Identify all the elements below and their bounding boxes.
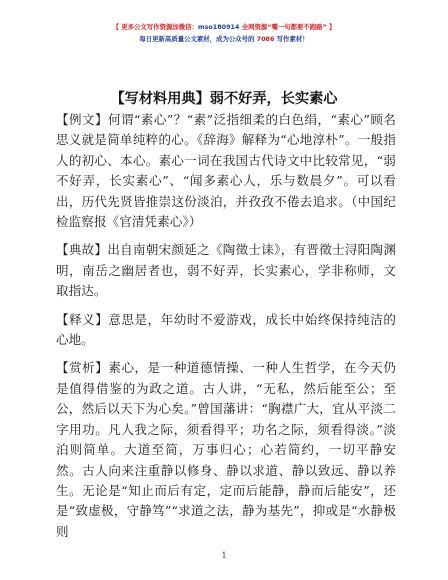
section-text: 出自南朝宋颜延之《陶徵士诔》，有晋徵士浔阳陶渊明，南岳之幽居者也，弱不好弄，长实素心，学非称师，文取指达。 [56, 242, 396, 299]
document-body [56, 110, 396, 550]
page-number: 1 [221, 551, 227, 560]
promo-text-blue: 写作素材！ [274, 35, 309, 43]
promo-text-red: 全网资源“嘴一句都要不跑路” 】 [239, 23, 336, 31]
section-tag: 【例文】 [56, 112, 108, 127]
section-tag: 【赏析】 [56, 360, 109, 376]
section-appreciation [56, 358, 396, 542]
section-text: 何谓“素心”？“素”泛指细柔的白色绢，“素心”顾名思义就是简单纯粹的心。《辞海》解释为“心地淳朴”。一般指人的初心、本心。素心一词在我国古代诗文中比较常见，“弱不好弄，长实素心”、“闻多素心人，乐与数晨夕”。可以看出，历代先贤皆推崇这份淡泊，并孜孜不倦去追求。（中国纪检监察报《官清凭素心》） [56, 112, 396, 230]
promo-number: 7086 [256, 35, 275, 43]
section-example [56, 110, 396, 232]
section-text: 素心，是一种道德情操、一种人生哲学，在今天仍是值得借鉴的为政之道。古人讲，“无私，然后能至公；至公，然后以天下为心矣。”曾国藩讲：“胸襟广大，宜从平淡二字用功。凡人我之际，须看得平；功名之际，须看得淡。”淡泊则简单。大道至简，万事归心；心若简约，一切平静安然。古人向来注重静以修身、静以求道、静以致远、静以养生。无论是“知止而后有定，定而后能静，静而后能安”，还是“致虚极，守静笃”“求道之法，静为基先”，抑或是“水静极则 [56, 360, 396, 539]
document-title: 【写材料用典】弱不好弄，长实素心 [110, 91, 338, 107]
section-text: 意思是，年幼时不爱游戏，成长中始终保持纯洁的心地。 [56, 311, 396, 348]
section-tag: 【释义】 [56, 311, 109, 327]
promo-banner-line1 [0, 22, 448, 31]
promo-text-red: 【 更多公文写作资源加微信： [112, 23, 198, 31]
section-tag: 【典故】 [56, 242, 108, 258]
promo-banner-line2 [0, 34, 448, 43]
section-meaning [56, 310, 396, 351]
promo-wechat-id: mso180914 [197, 23, 240, 31]
promo-text-blue: 每日更新高质量公文素材，成为公众号的 [139, 35, 257, 43]
section-allusion [56, 240, 396, 301]
